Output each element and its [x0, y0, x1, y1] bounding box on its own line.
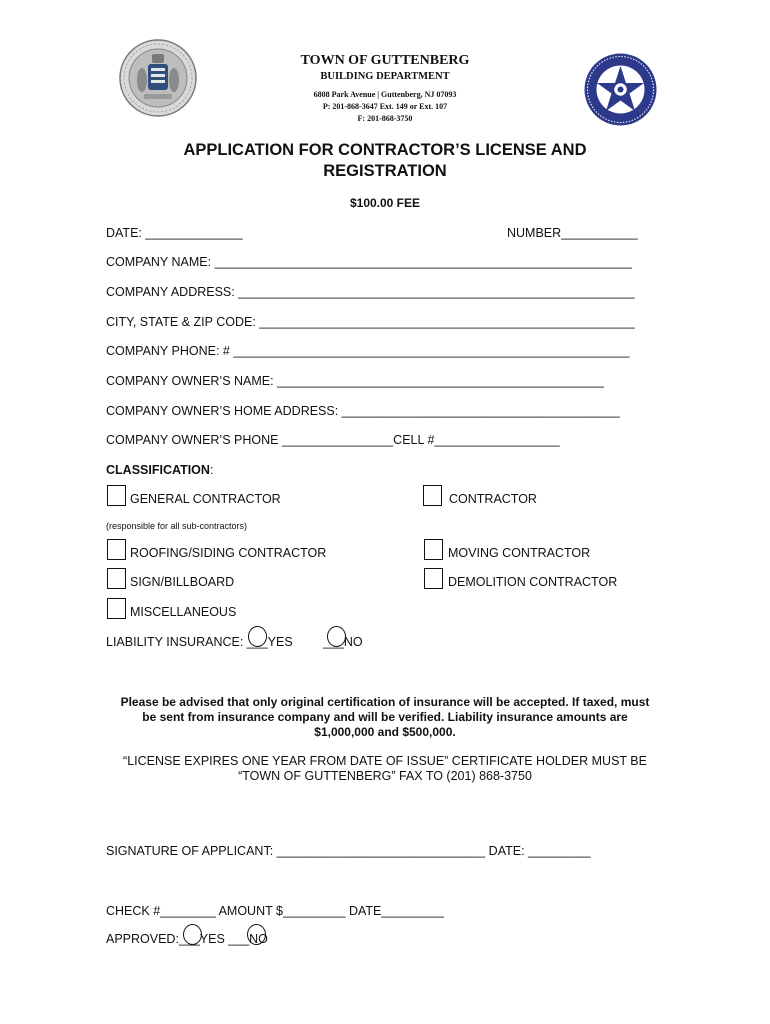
owner-phone-field[interactable]: COMPANY OWNER’S PHONE ________________CELL #__________________ — [106, 433, 560, 447]
department-phone: P: 201-868-3647 Ext. 149 or Ext. 107 — [322, 102, 448, 111]
miscellaneous-label: MISCELLANEOUS — [130, 605, 237, 619]
moving-checkbox[interactable] — [424, 539, 443, 560]
roofing-siding-checkbox[interactable] — [107, 539, 126, 560]
general-contractor-checkbox[interactable] — [107, 485, 126, 506]
general-contractor-note: (responsible for all sub-contractors) — [106, 521, 248, 531]
owner-name-field[interactable]: COMPANY OWNER’S NAME: _______________________________________________ — [106, 374, 604, 388]
company-name-field[interactable]: COMPANY NAME: ____________________________________________________________ — [106, 255, 632, 269]
insurance-notice-line2: be sent from insurance company and will be verified. Liability insurance amounts are — [142, 710, 628, 724]
approved-no-option[interactable] — [247, 924, 266, 945]
liability-yes-option[interactable] — [248, 626, 267, 647]
sign-billboard-checkbox[interactable] — [107, 568, 126, 589]
liability-no-option[interactable] — [327, 626, 346, 647]
date-field[interactable]: DATE: ______________ — [106, 226, 243, 240]
check-amount-date-field[interactable]: CHECK #________ AMOUNT $_________ DATE_________ — [106, 904, 444, 918]
contractor-label: CONTRACTOR — [449, 492, 537, 506]
number-field[interactable]: NUMBER___________ — [507, 226, 638, 240]
form-title-line1: APPLICATION FOR CONTRACTOR’S LICENSE AND — [183, 141, 587, 159]
company-phone-field[interactable]: COMPANY PHONE: # _________________________________________________________ — [106, 344, 630, 358]
city-state-zip-field[interactable]: CITY, STATE & ZIP CODE: ______________________________________________________ — [106, 315, 635, 329]
miscellaneous-checkbox[interactable] — [107, 598, 126, 619]
department-address: 6808 Park Avenue | Guttenberg, NJ 07093 — [313, 90, 457, 99]
fee-label: $100.00 FEE — [349, 196, 421, 210]
liability-insurance-label: LIABILITY INSURANCE: ___YES — [106, 635, 293, 649]
sign-billboard-label: SIGN/BILLBOARD — [130, 575, 235, 589]
form-title-line2: REGISTRATION — [323, 162, 447, 180]
license-expiry-line1: “LICENSE EXPIRES ONE YEAR FROM DATE OF ISSUE” CERTIFICATE HOLDER MUST BE — [123, 754, 647, 768]
general-contractor-label: GENERAL CONTRACTOR — [130, 492, 281, 506]
owner-home-address-field[interactable]: COMPANY OWNER’S HOME ADDRESS: ________________________________________ — [106, 404, 620, 418]
insurance-notice-line1: Please be advised that only original certification of insurance will be accepted. If taxed, must — [120, 695, 650, 709]
demolition-checkbox[interactable] — [424, 568, 443, 589]
department-name: BUILDING DEPARTMENT — [320, 71, 450, 82]
classification-heading: CLASSIFICATION: — [106, 463, 214, 477]
roofing-siding-label: ROOFING/SIDING CONTRACTOR — [130, 546, 327, 560]
demolition-label: DEMOLITION CONTRACTOR — [448, 575, 618, 589]
contractor-checkbox[interactable] — [423, 485, 442, 506]
town-name: TOWN OF GUTTENBERG — [300, 53, 470, 68]
moving-label: MOVING CONTRACTOR — [448, 546, 591, 560]
liability-no-label: ___NO — [323, 635, 363, 649]
company-address-field[interactable]: COMPANY ADDRESS: _________________________________________________________ — [106, 285, 635, 299]
approved-label: APPROVED:___YES ___NO — [106, 932, 268, 946]
license-expiry-line2: “TOWN OF GUTTENBERG” FAX TO (201) 868-3750 — [238, 769, 532, 783]
approved-yes-option[interactable] — [183, 924, 202, 945]
insurance-notice-line3: $1,000,000 and $500,000. — [314, 725, 456, 739]
department-fax: F: 201-868-3750 — [357, 114, 413, 123]
applicant-signature-field[interactable]: SIGNATURE OF APPLICANT: ______________________________ DATE: _________ — [106, 844, 591, 858]
